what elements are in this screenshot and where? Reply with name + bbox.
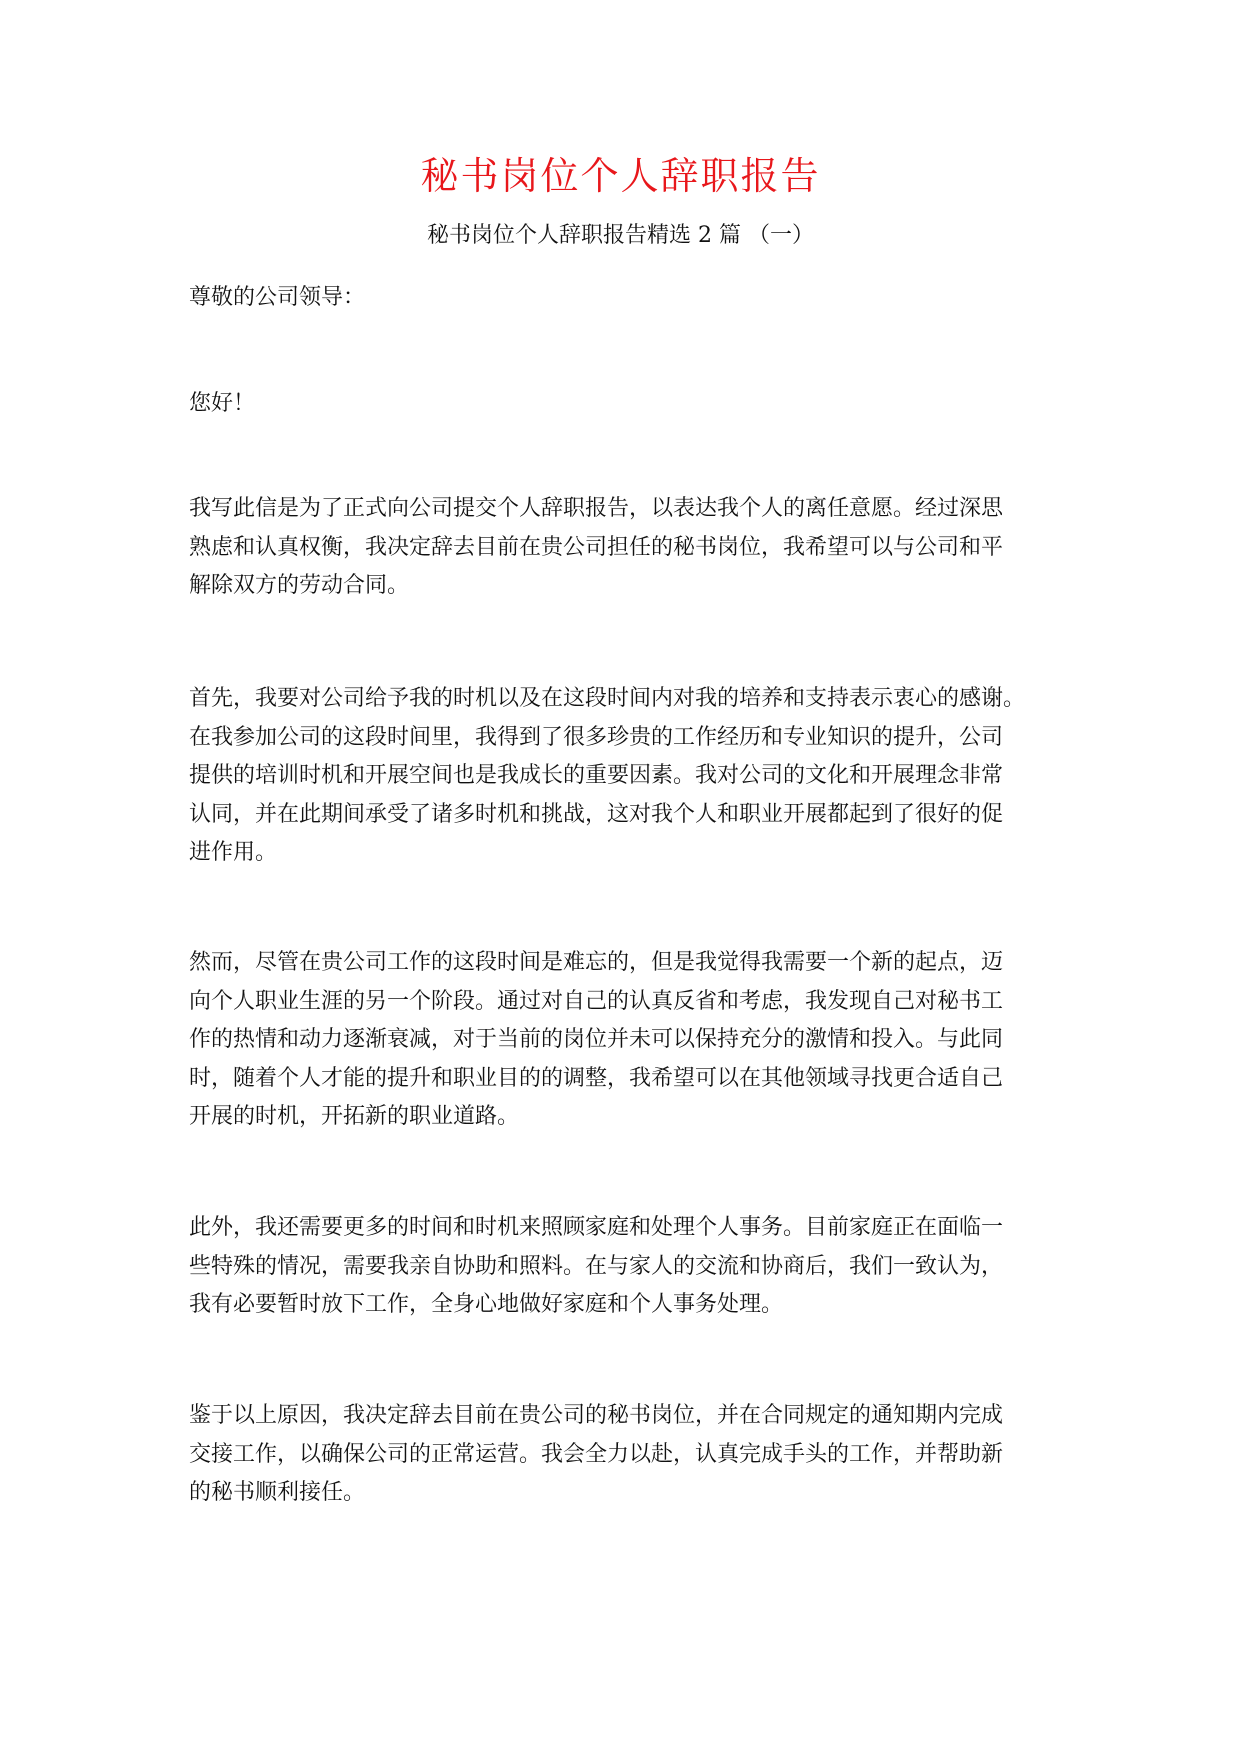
paragraph xyxy=(189,1209,1049,1325)
paragraph-line: 开展的时机，开拓新的职业道路。 xyxy=(189,1104,520,1129)
paragraph-line: 鉴于以上原因，我决定辞去目前在贵公司的秘书岗位，并在合同规定的通知期内完成 xyxy=(189,1403,1004,1428)
paragraph-line: 我有必要暂时放下工作，全身心地做好家庭和个人事务处理。 xyxy=(189,1292,784,1317)
paragraph-line: 解除双方的劳动合同。 xyxy=(189,573,410,598)
paragraph-line: 些特殊的情况，需要我亲自协助和照料。在与家人的交流和协商后，我们一致认为， xyxy=(189,1253,1004,1279)
paragraph-line: 交接工作，以确保公司的正常运营。我会全力以赴，认真完成手头的工作，并帮助新 xyxy=(189,1441,1004,1467)
paragraph xyxy=(189,1397,1049,1513)
paragraph-line: 作的热情和动力逐渐衰减，对于当前的岗位并未可以保持充分的激情和投入。与此同 xyxy=(189,1027,1004,1052)
paragraph xyxy=(189,680,1049,873)
paragraph-line: 然而，尽管在贵公司工作的这段时间是难忘的，但是我觉得我需要一个新的起点，迈 xyxy=(189,950,1004,975)
document-title: 秘书岗位个人辞职报告 xyxy=(420,154,821,198)
salutation: 尊敬的公司领导： xyxy=(189,285,366,310)
paragraph xyxy=(189,944,1049,1137)
paragraph-line: 进作用。 xyxy=(189,840,278,865)
greeting-hello: 您好！ xyxy=(189,391,256,416)
paragraph-line: 时，随着个人才能的提升和职业目的的调整，我希望可以在其他领域寻找更合适自己 xyxy=(189,1065,1004,1091)
paragraph-line: 在我参加公司的这段时间里，我得到了很多珍贵的工作经历和专业知识的提升，公司 xyxy=(189,724,1004,750)
paragraph-line: 熟虑和认真权衡，我决定辞去目前在贵公司担任的秘书岗位，我希望可以与公司和平 xyxy=(189,534,1004,560)
paragraph-line: 的秘书顺利接任。 xyxy=(189,1480,366,1505)
paragraph xyxy=(189,490,1049,606)
paragraph-line: 首先，我要对公司给予我的时机以及在这段时间内对我的培养和支持表示衷心的感谢。 xyxy=(189,686,1026,711)
paragraph-line: 向个人职业生涯的另一个阶段。通过对自己的认真反省和考虑，我发现自己对秘书工 xyxy=(189,988,1004,1014)
paragraph-line: 此外，我还需要更多的时间和时机来照顾家庭和处理个人事务。目前家庭正在面临一 xyxy=(189,1215,1004,1240)
document-subtitle: 秘书岗位个人辞职报告精选 2 篇 （一） xyxy=(427,223,814,248)
paragraph-line: 提供的培训时机和开展空间也是我成长的重要因素。我对公司的文化和开展理念非常 xyxy=(189,763,1004,788)
paragraph-line: 我写此信是为了正式向公司提交个人辞职报告，以表达我个人的离任意愿。经过深思 xyxy=(189,496,1004,521)
paragraph-line: 认同，并在此期间承受了诸多时机和挑战，这对我个人和职业开展都起到了很好的促 xyxy=(189,801,1004,827)
